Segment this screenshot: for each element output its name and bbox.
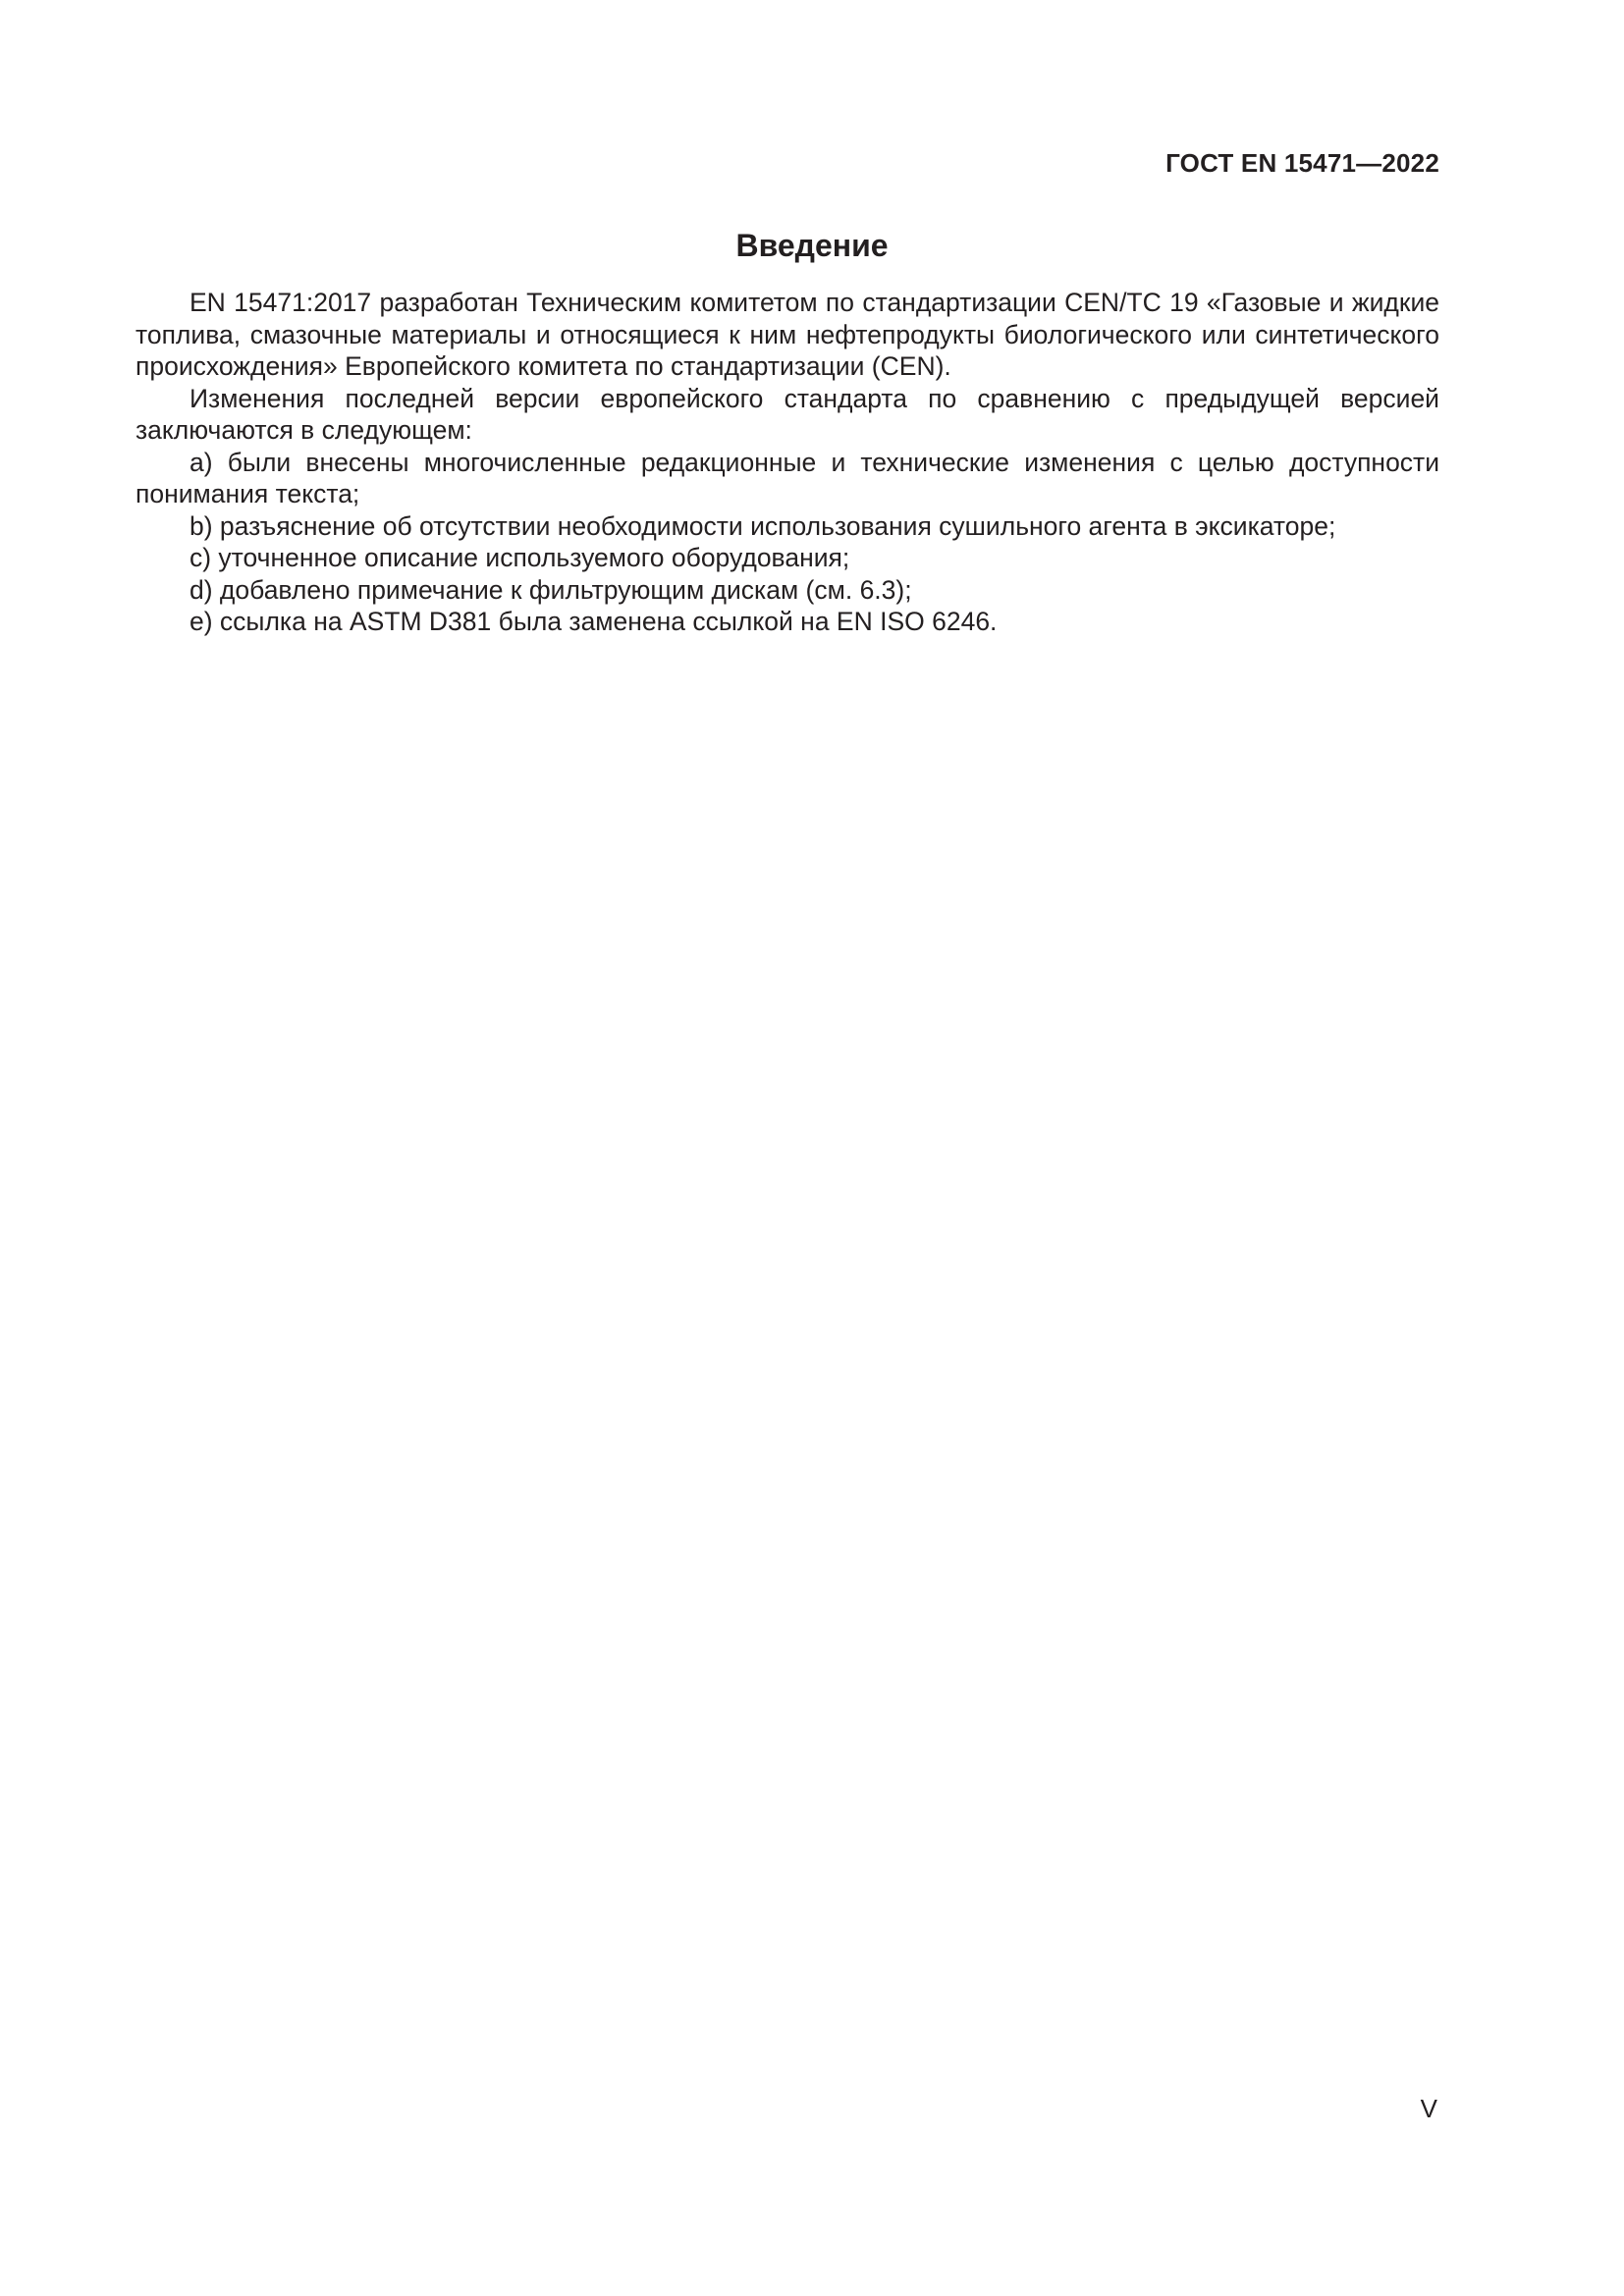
list-item-d: d) добавлено примечание к фильтрующим дискам (см. 6.3);	[189, 574, 912, 605]
introduction-body	[135, 287, 1439, 638]
list-item-b: b) разъяснение об отсутствии необходимости использования сушильного агента в эксикаторе;	[189, 510, 1336, 541]
page-number: V	[1420, 2094, 1437, 2123]
list-item-a: a) были внесены многочисленные редакционные и технические изменения с целью доступности понимания текста;	[135, 447, 1439, 508]
paragraph-changes-intro: Изменения последней версии европейского стандарта по сравнению с предыдущей версией заключаются в следующем:	[135, 383, 1439, 445]
list-item-c: c) уточненное описание используемого оборудования;	[189, 543, 850, 572]
document-code: ГОСТ EN 15471—2022	[1165, 148, 1439, 178]
paragraph-origin: EN 15471:2017 разработан Техническим комитетом по стандартизации CEN/TC 19 «Газовые и жидкие топлива, смазочные материалы и относящиеся к ним нефтепродукты биологического или синтетического происхождения» Европейского комитета по стандартизации (CEN).	[135, 288, 1439, 381]
section-title: Введение	[735, 228, 889, 263]
list-item-e: e) ссылка на ASTM D381 была заменена ссылкой на EN ISO 6246.	[189, 607, 998, 636]
